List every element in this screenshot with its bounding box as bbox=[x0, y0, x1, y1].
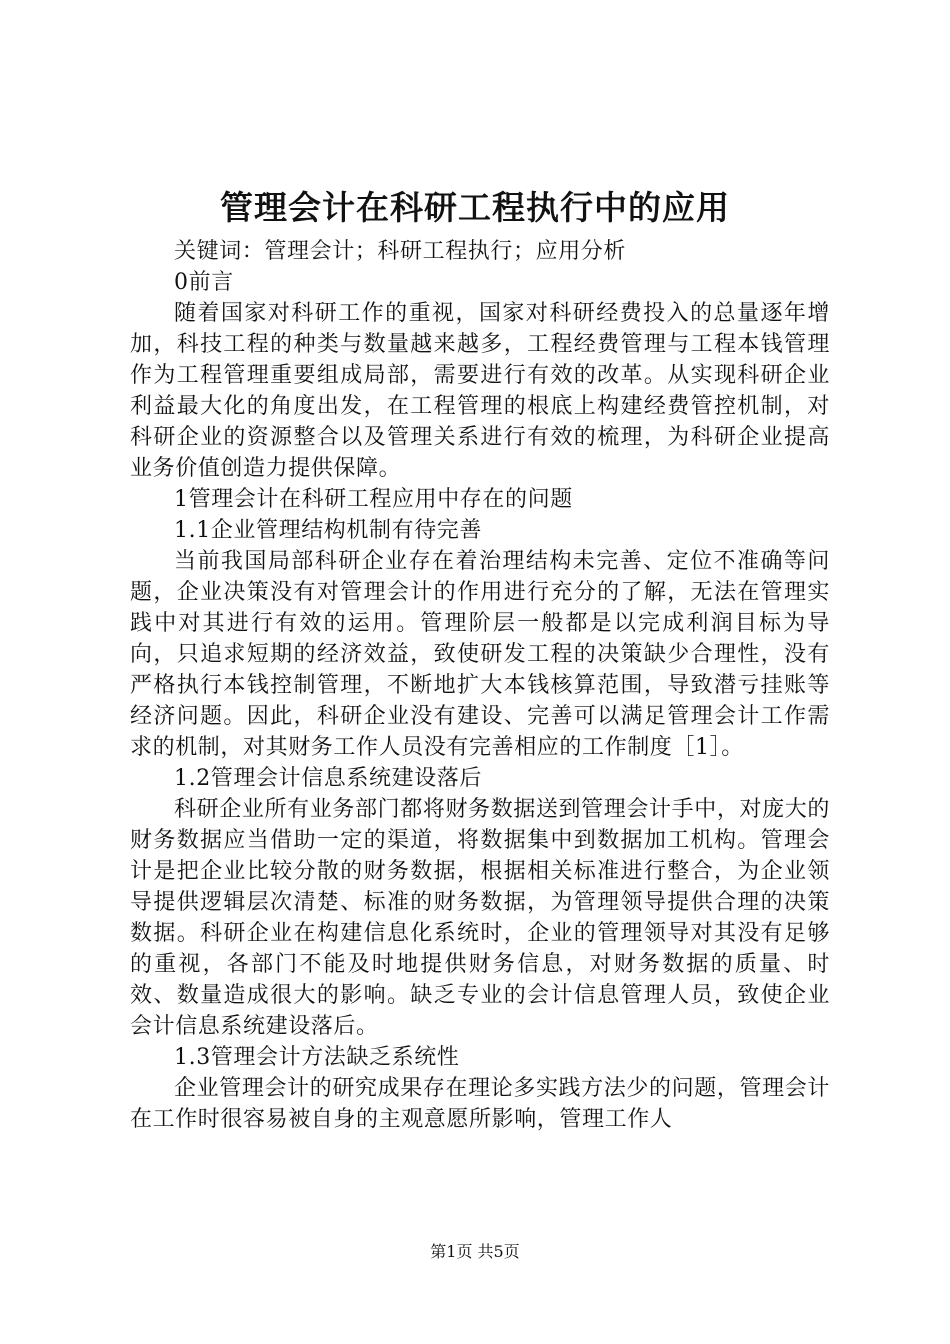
document-title: 管理会计在科研工程执行中的应用 bbox=[220, 188, 730, 227]
document-body bbox=[130, 236, 830, 1135]
subsection-heading-1-3: 1.3管理会计方法缺乏系统性 bbox=[174, 1045, 460, 1070]
subsection-heading-1-2: 1.2管理会计信息系统建设落后 bbox=[174, 766, 482, 791]
paragraph: 当前我国局部科研企业存在着治理结构未完善、定位不准确等问题，企业决策没有对管理会计的作用进行充分的了解，无法在管理实践中对其进行有效的运用。管理阶层一般都是以完成利润目标为导向，只追求短期的经济效益，致使研发工程的决策缺少合理性，没有严格执行本钱控制管理，不断地扩大本钱核算范围，导致潜亏挂账等经济问题。因此，科研企业没有建设、完善可以满足管理会计工作需求的机制，对其财务工作人员没有完善相应的工作制度［1］。 bbox=[130, 549, 830, 760]
paragraph: 企业管理会计的研究成果存在理论多实践方法少的问题，管理会计在工作时很容易被自身的主观意愿所影响，管理工作人 bbox=[130, 1076, 830, 1132]
section-heading-1: 1管理会计在科研工程应用中存在的问题 bbox=[174, 487, 573, 512]
page-footer: 第1页 共5页 bbox=[430, 1242, 520, 1261]
keywords-line: 关键词：管理会计；科研工程执行；应用分析 bbox=[174, 239, 627, 264]
paragraph: 随着国家对科研工作的重视，国家对科研经费投入的总量逐年增加，科技工程的种类与数量越来越多，工程经费管理与工程本钱管理作为工程管理重要组成局部，需要进行有效的改革。从实现科研企业利益最大化的角度出发，在工程管理的根底上构建经费管控机制，对科研企业的资源整合以及管理关系进行有效的梳理，为科研企业提高业务价值创造力提供保障。 bbox=[130, 301, 830, 481]
subsection-heading-1-1: 1.1企业管理结构机制有待完善 bbox=[174, 518, 482, 543]
section-heading-preface: 0前言 bbox=[174, 270, 234, 295]
paragraph: 科研企业所有业务部门都将财务数据送到管理会计手中，对庞大的财务数据应当借助一定的渠道，将数据集中到数据加工机构。管理会计是把企业比较分散的财务数据，根据相关标准进行整合，为企业领导提供逻辑层次清楚、标准的财务数据，为管理领导提供合理的决策数据。科研企业在构建信息化系统时，企业的管理领导对其没有足够的重视，各部门不能及时地提供财务信息，对财务数据的质量、时效、数量造成很大的影响。缺乏专业的会计信息管理人员，致使企业会计信息系统建设落后。 bbox=[130, 797, 830, 1039]
